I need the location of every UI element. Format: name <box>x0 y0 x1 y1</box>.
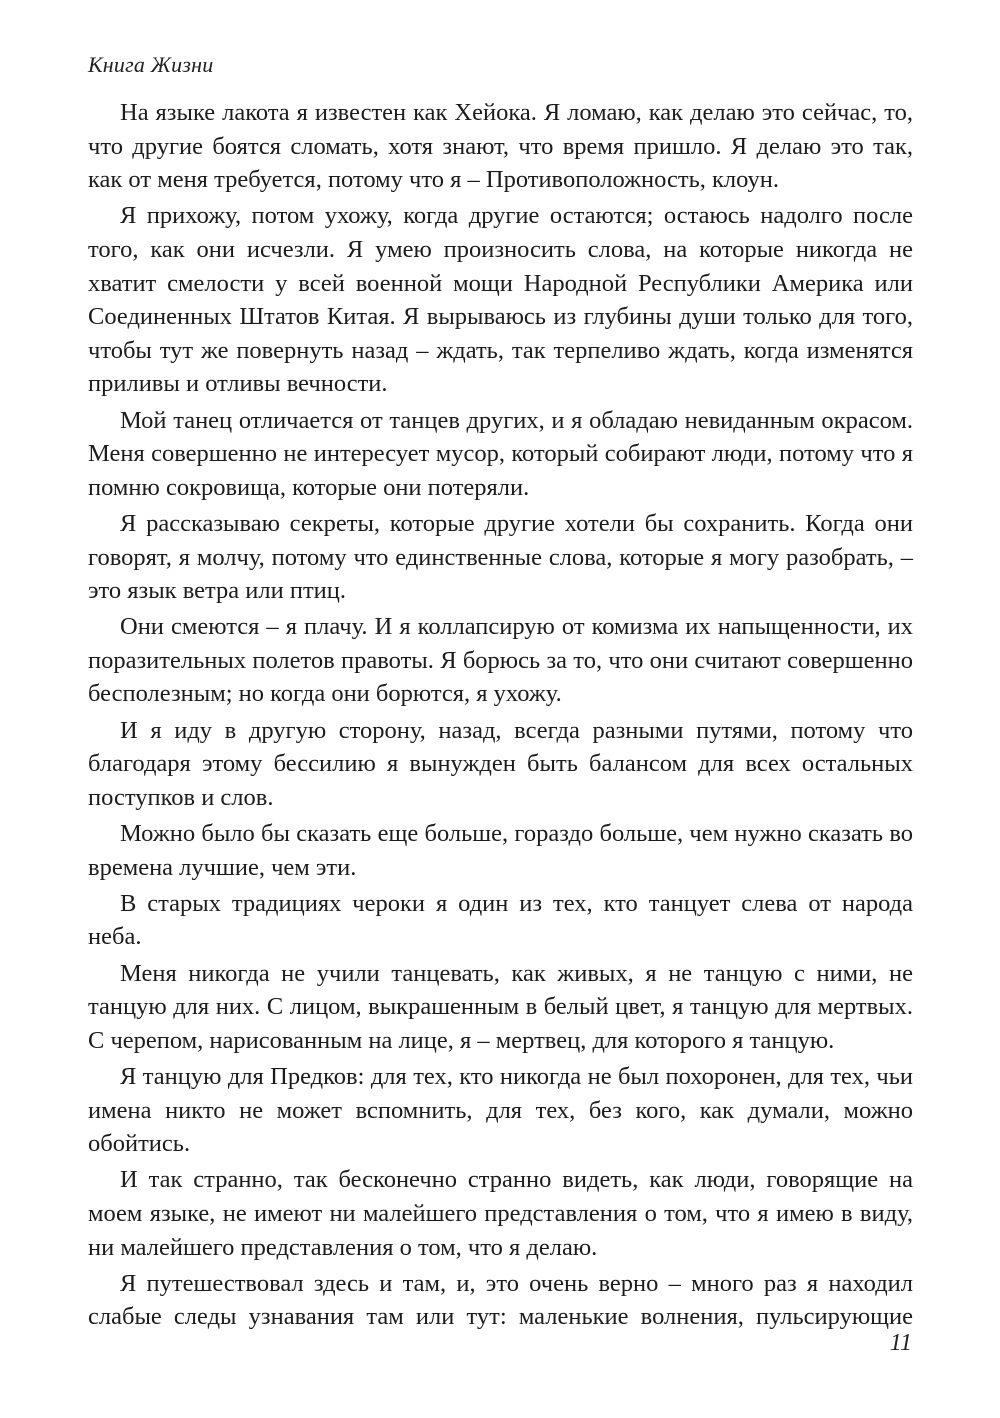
body-text <box>88 96 913 1337</box>
paragraph: Меня никогда не учили танцевать, как живых, я не танцую с ними, не танцую для них. С лицом, выкрашенным в белый цвет, я танцую для мертвых. С черепом, нарисованным на лице, я – мертвец, для которого я танцую. <box>88 959 913 1054</box>
paragraph: И я иду в другую сторону, назад, всегда разными путями, потому что благодаря этому бессилию я вынужден быть балансом для всех остальных поступков и слов. <box>88 716 913 811</box>
paragraph: Можно было бы сказать еще больше, гораздо больше, чем нужно сказать во времена лучшие, чем эти. <box>88 820 913 881</box>
paragraph: Они смеются – я плачу. И я коллапсирую от комизма их напыщенности, их поразительных полетов правоты. Я борюсь за то, что они считают совершенно бесполезным; но когда они борются, я ухожу. <box>88 613 913 708</box>
paragraph: И так странно, так бесконечно странно видеть, как люди, говорящие на моем языке, не имеют ни малейшего представления о том, что я имею в виду, ни малейшего представления о том, что я делаю. <box>88 1166 913 1261</box>
paragraph: Я прихожу, потом ухожу, когда другие остаются; остаюсь надолго после того, как они исчезли. Я умею произносить слова, на которые никогда не хватит смелости у всей военной мощи Народной Республики Америка или Соединенных Штатов Китая. Я вырываюсь из глубины души только для того, чтобы тут же повернуть назад – ждать, так терпеливо ждать, когда изменятся приливы и отливы вечности. <box>88 202 913 398</box>
paragraph: Мой танец отличается от танцев других, и я обладаю невиданным окрасом. Меня совершенно не интересует мусор, который собирают люди, потому что я помню сокровища, которые они потеряли. <box>88 406 913 501</box>
paragraph: В старых традициях чероки я один из тех, кто танцует слева от народа неба. <box>88 889 913 951</box>
paragraph: Я путешествовал здесь и там, и, это очень верно – много раз я находил слабые следы узнавания там или тут: маленькие волнения, пульсирующие <box>88 1269 913 1331</box>
paragraph: Я рассказываю секреты, которые другие хотели бы сохранить. Когда они говорят, я молчу, потому что единственные слова, которые я могу разобрать, – это язык ветра или птиц. <box>88 509 913 605</box>
running-header: Книга Жизни <box>88 52 214 77</box>
page-number: 11 <box>889 1330 912 1356</box>
paragraph: Я танцую для Предков: для тех, кто никогда не был похоронен, для тех, чьи имена никто не может вспомнить, для тех, без кого, как думали, можно обойтись. <box>88 1062 913 1158</box>
paragraph: На языке лакота я известен как Хейока. Я ломаю, как делаю это сейчас, то, что другие боятся сломать, хотя знают, что время пришло. Я делаю это так, как от меня требуется, потому что я – Противоположность, клоун. <box>88 99 913 194</box>
